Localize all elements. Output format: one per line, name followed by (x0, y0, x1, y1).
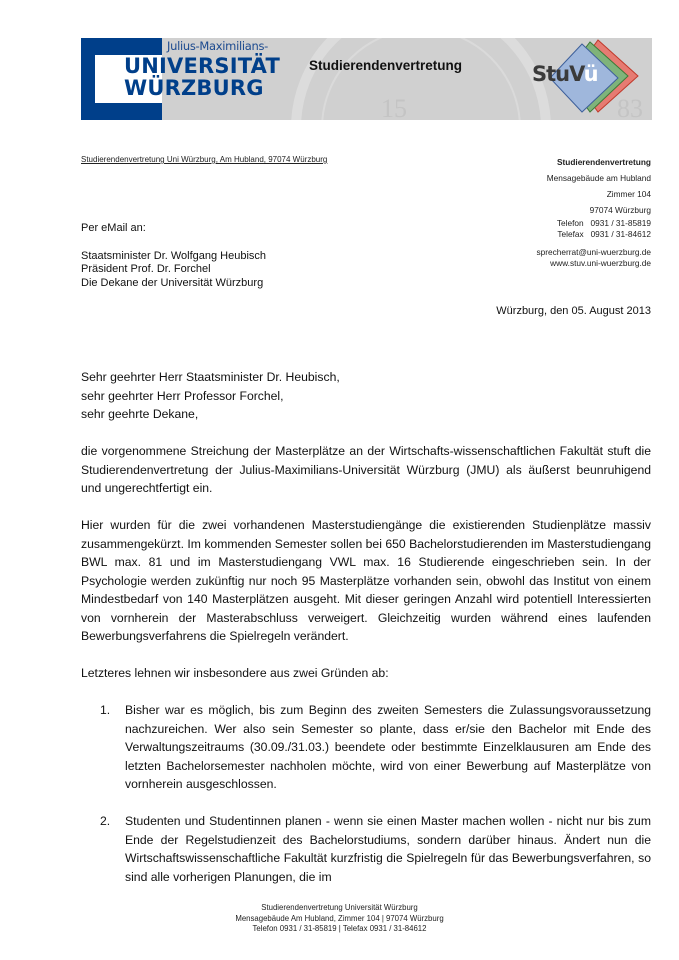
seal-number-right: 83 (617, 94, 643, 120)
stuvue-wordmark: StuVü (532, 62, 598, 86)
stuvue-logo (532, 38, 652, 120)
reason-text: Studenten und Studentinnen planen - wenn sie einen Master machen wollen - nicht nur bis zum Ende der Regelstudienzeit des Bachelorstudiums, sondern darüber hinaus. Ändert nun die Wirtschaftswissenschaftliche Fakultät kurzfristig die Spielregeln für das Bewerbungsverfahren, so sind alle vorherigen Planungen, die im (125, 814, 651, 884)
university-name-small: Julius-Maximilians- (167, 39, 269, 53)
reason-item (81, 701, 651, 794)
university-name-line1: UNIVERSITÄT (124, 54, 280, 78)
seal-number-left: 15 (381, 94, 407, 120)
contact-block (537, 154, 652, 269)
page-footer (0, 903, 679, 935)
letter-date: Würzburg, den 05. August 2013 (496, 305, 651, 317)
letterhead-banner (81, 38, 652, 120)
recipient-line: Die Dekane der Universität Würzburg (81, 276, 264, 289)
letter-body (81, 368, 651, 905)
salutation-line: sehr geehrter Herr Professor Forchel, (81, 388, 284, 403)
contact-web-link[interactable]: www.stuv.uni-wuerzburg.de (550, 258, 651, 268)
paragraph: die vorgenommene Streichung der Masterplätze an der Wirtschafts-wissenschaftlichen Fakultät stuft die Studierendenvertretung der Julius-Maximilians-Universität Würzburg (JMU) als äußerst beunruhigend und ungerechtfertigt ein. (81, 444, 651, 495)
contact-fax: Telefax 0931 / 31-84612 (557, 229, 651, 239)
contact-title: Studierendenvertretung (556, 157, 651, 167)
sender-return-address: Studierendenvertretung Uni Würzburg, Am Hubland, 97074 Würzburg (81, 155, 328, 164)
recipient-line: Staatsminister Dr. Wolfgang Heubisch (81, 249, 267, 262)
contact-city: 97074 Würzburg (589, 205, 651, 215)
reason-number: 2. (100, 814, 111, 828)
university-name-line2: WÜRZBURG (124, 76, 264, 100)
contact-room: Zimmer 104 (606, 189, 651, 199)
recipient-intro: Per eMail an: (81, 222, 146, 234)
contact-email-link[interactable]: sprecherrat@uni-wuerzburg.de (536, 247, 651, 257)
contact-building: Mensagebäude am Hubland (546, 173, 651, 183)
reason-item (81, 812, 651, 886)
salutation-line: Sehr geehrter Herr Staatsminister Dr. Heubisch, (81, 370, 340, 384)
reason-number: 1. (100, 703, 111, 717)
recipient-line: Präsident Prof. Dr. Forchel (81, 263, 211, 275)
recipient-block (81, 222, 266, 290)
footer-line: Studierendenvertretung Universität Würzburg (261, 903, 418, 912)
reason-text: Bisher war es möglich, bis zum Beginn des zweiten Semesters die Zulassungsvoraussetzung nachzureichen. Wer also sein Semester so plante, dass er/sie den Bachelor mit Ende des Verwaltungszeitraums (30.09./31.03.) beendete oder bestimmte Einzelklausuren am Ende des letzten Bachelorsemester nachholen möchte, wird von einer Bewerbung auf Masterplätze von vornherein ausgeschlossen. (125, 703, 651, 791)
contact-phone: Telefon 0931 / 31-85819 (556, 218, 651, 228)
banner-title: Studierendenvertretung (309, 58, 463, 73)
salutation-line: sehr geehrte Dekane, (81, 407, 199, 421)
footer-line: Mensagebäude Am Hubland, Zimmer 104 | 97074 Würzburg (235, 913, 444, 923)
footer-line: Telefon 0931 / 31-85819 | Telefax 0931 / 31-84612 (252, 924, 427, 933)
salutation (81, 368, 651, 424)
paragraph: Hier wurden für die zwei vorhandenen Masterstudiengänge die existierenden Studienplätze massiv zusammengekürzt. Im kommenden Semester sollen bei 650 Bachelorstudierenden im Masterstudiengang BWL max. 81 und im Masterstudiengang VWL max. 16 Studierende eingeschrieben sein. In der Psychologie werden zukünftig nur noch 95 Masterplätze vorhanden sein, obwohl das Institut von einem Mindestbedarf von 140 Masterplätzen ausgeht. Mit dieser geringen Anzahl wird potentiell Interessierten von vornherein der Masterabschluss verweigert. Gleichzeitig wurden während eines laufenden Bewerbungsverfahrens die Spielregeln verändert. (81, 518, 651, 643)
paragraph: Letzteres lehnen wir insbesondere aus zwei Gründen ab: (81, 666, 389, 680)
reasons-list (81, 701, 651, 886)
